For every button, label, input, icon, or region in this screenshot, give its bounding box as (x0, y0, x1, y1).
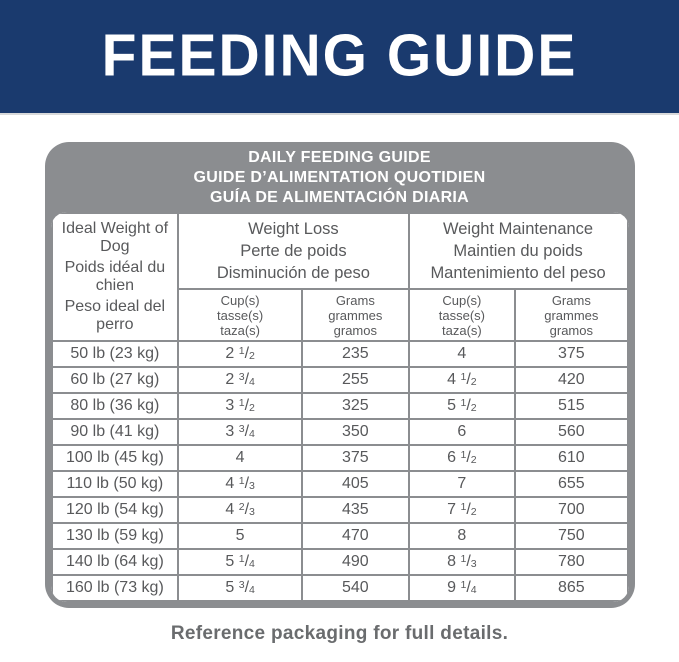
cell-loss-grams: 490 (302, 549, 409, 575)
cell-loss-cups: 4 $^2/_3$ (178, 497, 302, 523)
header-ideal-weight (52, 213, 179, 341)
subheader-maint-grams-fr: grammes (544, 307, 599, 323)
cell-maint-cups: 9 $^1/_4$ (409, 575, 516, 601)
subheader-loss-grams-es: gramos (333, 322, 377, 338)
table-row (52, 341, 628, 367)
cell-loss-cups: 2 $^3/_4$ (178, 367, 302, 393)
guide-title-es: GUÍA DE ALIMENTACIÓN DIARIA (209, 189, 470, 206)
table-row (52, 471, 628, 497)
subheader-maint-cups (409, 289, 516, 341)
cell-weight: 130 lb (59 kg) (52, 523, 179, 549)
subheader-loss-cups (178, 289, 302, 341)
guide-title (51, 142, 629, 212)
cell-loss-cups: 4 $^1/_3$ (178, 471, 302, 497)
banner (0, 0, 679, 115)
cell-maint-grams: 610 (515, 445, 627, 471)
cell-loss-grams: 470 (302, 523, 409, 549)
cell-maint-cups: 6 $^1/_2$ (409, 445, 516, 471)
cell-loss-grams: 540 (302, 575, 409, 601)
table-row (52, 419, 628, 445)
cell-maint-grams: 420 (515, 367, 627, 393)
subheader-loss-cups-fr: tasse(s) (217, 307, 264, 323)
cell-maint-grams: 780 (515, 549, 627, 575)
cell-loss-grams: 375 (302, 445, 409, 471)
table-row (52, 445, 628, 471)
cell-weight: 160 lb (73 kg) (52, 575, 179, 601)
cell-loss-grams: 235 (302, 341, 409, 367)
subheader-loss-grams (302, 289, 409, 341)
cell-loss-grams: 325 (302, 393, 409, 419)
cell-loss-cups: 5 $^3/_4$ (178, 575, 302, 601)
subheader-loss-cups-en: Cup(s) (220, 292, 260, 308)
header-weight-maintenance-fr: Maintien du poids (453, 242, 583, 260)
cell-maint-grams: 515 (515, 393, 627, 419)
header-weight-maintenance-es: Mantenimiento del peso (430, 264, 606, 282)
header-weight-loss (178, 213, 408, 289)
cell-loss-grams: 255 (302, 367, 409, 393)
header-weight-loss-en: Weight Loss (248, 220, 339, 238)
cell-maint-grams: 375 (515, 341, 627, 367)
cell-loss-cups: 2 $^1/_2$ (178, 341, 302, 367)
cell-weight: 80 lb (36 kg) (52, 393, 179, 419)
header-ideal-weight-es: Peso ideal del perro (64, 298, 166, 333)
cell-maint-grams: 865 (515, 575, 627, 601)
cell-maint-grams: 700 (515, 497, 627, 523)
cell-loss-cups: 5 $^1/_4$ (178, 549, 302, 575)
feeding-guide-panel (45, 142, 635, 608)
cell-loss-cups: 4 (178, 445, 302, 471)
banner-title: FEEDING GUIDE (101, 22, 578, 90)
cell-weight: 90 lb (41 kg) (52, 419, 179, 445)
table-row (52, 393, 628, 419)
cell-maint-grams: 750 (515, 523, 627, 549)
cell-maint-cups: 6 (409, 419, 516, 445)
subheader-loss-cups-es: taza(s) (220, 322, 260, 338)
guide-title-en: DAILY FEEDING GUIDE (248, 149, 431, 166)
cell-loss-grams: 405 (302, 471, 409, 497)
cell-maint-cups: 8 (409, 523, 516, 549)
subheader-maint-cups-es: taza(s) (442, 322, 482, 338)
header-ideal-weight-fr: Poids idéal du chien (64, 259, 166, 294)
guide-title-fr: GUIDE D’ALIMENTATION QUOTIDIEN (193, 169, 486, 186)
header-weight-loss-fr: Perte de poids (240, 242, 347, 260)
cell-weight: 50 lb (23 kg) (52, 341, 179, 367)
cell-weight: 100 lb (45 kg) (52, 445, 179, 471)
cell-loss-cups: 3 $^3/_4$ (178, 419, 302, 445)
footer-note: Reference packaging for full details. (170, 623, 509, 644)
cell-weight: 120 lb (54 kg) (52, 497, 179, 523)
cell-weight: 60 lb (27 kg) (52, 367, 179, 393)
footer (0, 623, 679, 645)
cell-maint-cups: 7 $^1/_2$ (409, 497, 516, 523)
subheader-loss-grams-en: Grams (335, 292, 375, 308)
table-row (52, 497, 628, 523)
subheader-maint-grams-es: gramos (549, 322, 593, 338)
table-row (52, 367, 628, 393)
subheader-maint-cups-en: Cup(s) (442, 292, 482, 308)
cell-weight: 140 lb (64 kg) (52, 549, 179, 575)
subheader-maint-cups-fr: tasse(s) (438, 307, 485, 323)
cell-loss-grams: 350 (302, 419, 409, 445)
cell-maint-cups: 4 $^1/_2$ (409, 367, 516, 393)
cell-weight: 110 lb (50 kg) (52, 471, 179, 497)
cell-maint-grams: 655 (515, 471, 627, 497)
cell-maint-cups: 4 (409, 341, 516, 367)
header-weight-maintenance (409, 213, 628, 289)
feeding-rows (52, 341, 628, 601)
subheader-maint-grams (515, 289, 627, 341)
cell-maint-grams: 560 (515, 419, 627, 445)
cell-maint-cups: 8 $^1/_3$ (409, 549, 516, 575)
feeding-table (51, 212, 629, 602)
cell-maint-cups: 5 $^1/_2$ (409, 393, 516, 419)
subheader-loss-grams-fr: grammes (328, 307, 383, 323)
cell-loss-grams: 435 (302, 497, 409, 523)
subheader-maint-grams-en: Grams (551, 292, 591, 308)
table-row (52, 575, 628, 601)
cell-loss-cups: 3 $^1/_2$ (178, 393, 302, 419)
header-weight-loss-es: Disminución de peso (216, 264, 370, 282)
table-row (52, 523, 628, 549)
table-row (52, 549, 628, 575)
feeding-table-container (51, 212, 629, 602)
header-ideal-weight-en: Ideal Weight of Dog (61, 220, 169, 255)
cell-loss-cups: 5 (178, 523, 302, 549)
header-weight-maintenance-en: Weight Maintenance (442, 220, 594, 238)
cell-maint-cups: 7 (409, 471, 516, 497)
